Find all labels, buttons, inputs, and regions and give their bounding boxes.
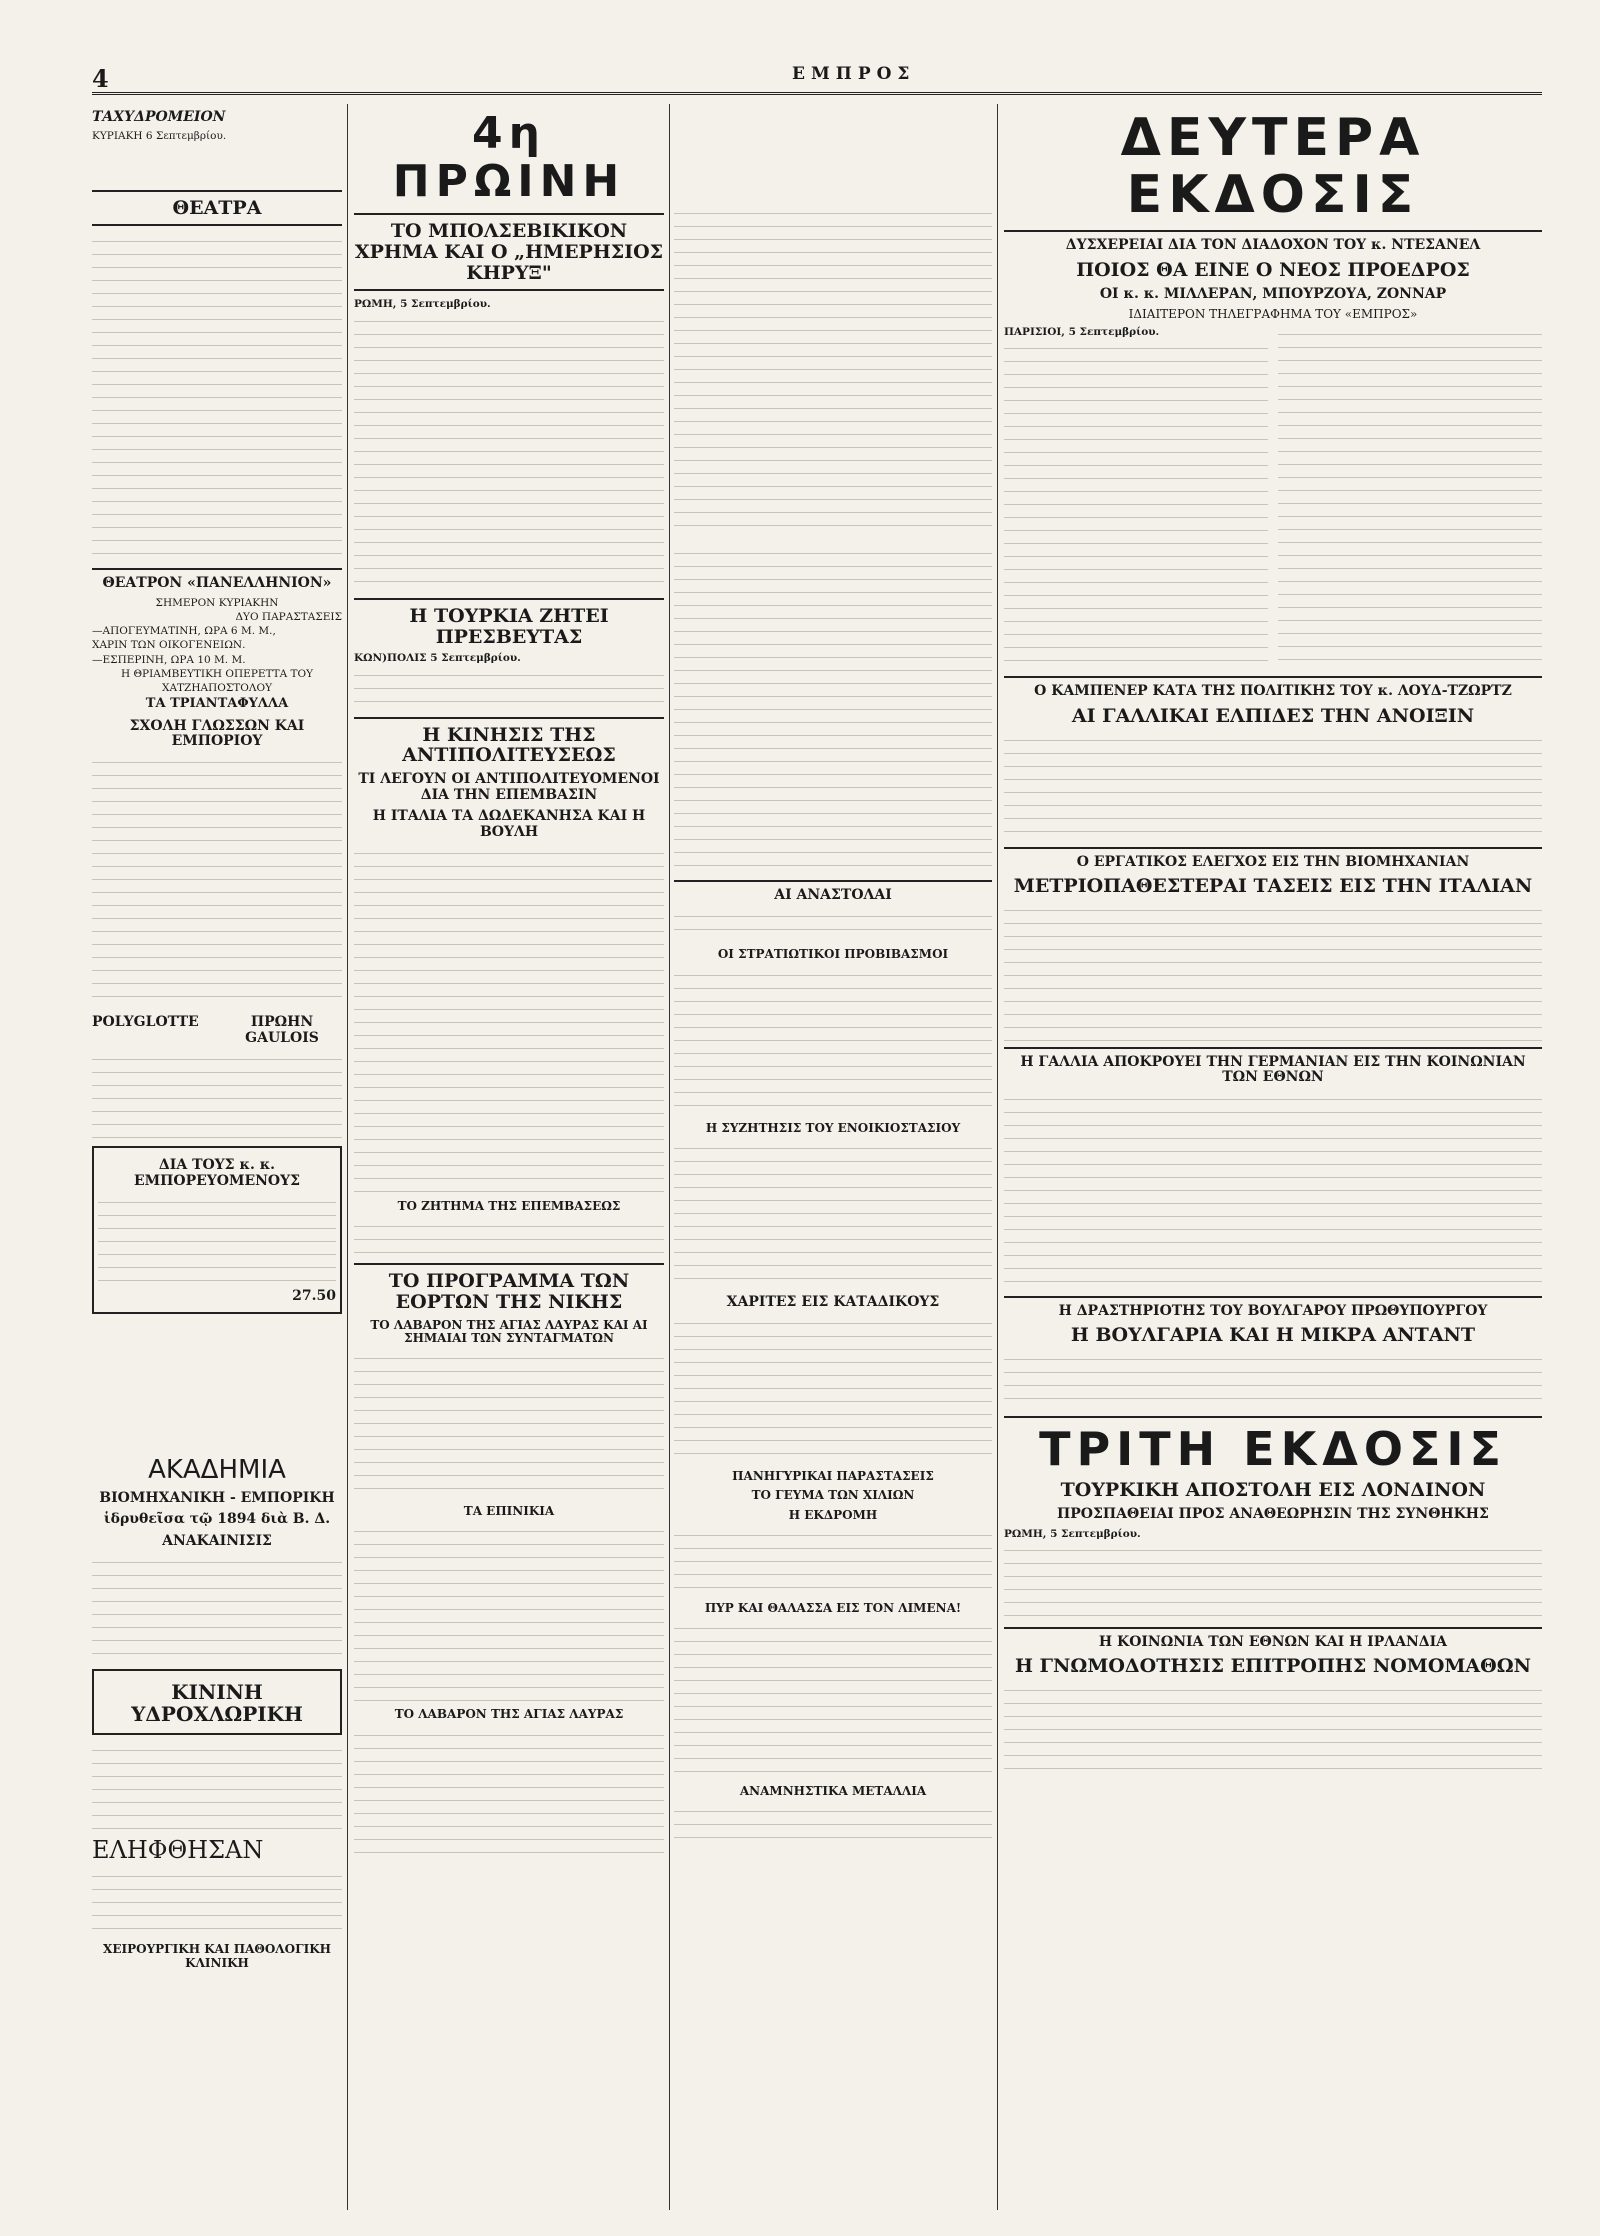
turkey-dateline: ΚΩΝ)ΠΟΛΙΣ 5 Σεπτεμβρίου. (354, 652, 521, 665)
article-text (1004, 339, 1268, 669)
divider (354, 717, 664, 719)
turk-text (1004, 1541, 1542, 1621)
divider (674, 880, 992, 882)
league-headline: Η ΚΟΙΝΩΝΙΑ ΤΩΝ ΕΘΝΩΝ ΚΑΙ Η ΙΡΛΑΝΔΙΑ (1098, 1633, 1448, 1650)
emporeuomenous-text (98, 1193, 336, 1283)
labaron-heading: ΤΟ ΛΑΒΑΡΟΝ ΤΗΣ ΑΓΙΑΣ ΛΑΥΡΑΣ (394, 1707, 624, 1722)
divider (354, 213, 664, 215)
epinikia-heading: ΤΑ ΕΠΙΝΙΚΙΑ (463, 1504, 555, 1519)
special-telegram: ΙΔΙΑΙΤΕΡΟΝ ΤΗΛΕΓΡΑΦΗΜΑ ΤΟΥ «ΕΜΠΡΟΣ» (1128, 307, 1418, 322)
kinini-heading: ΚΙΝΙΝΗ ΥΔΡΟΧΛΩΡΙΚΗ (131, 1680, 303, 1727)
enoikiostasio-heading: Η ΣΥΖΗΤΗΣΙΣ ΤΟΥ ΕΝΟΙΚΙΟΣΤΑΣΙΟΥ (705, 1120, 961, 1135)
head-3: ΟΙ κ. κ. ΜΙΛΛΕΡΑΝ, ΜΠΟΥΡΖΟΥΑ, ΖΟΝΝΑΡ (1099, 285, 1447, 302)
column-2 (354, 104, 664, 2210)
bulg-text (1004, 1350, 1542, 1410)
column-4 (1004, 104, 1542, 2210)
school-heading: ΣΧΟΛΗ ΓΛΩΣΣΩΝ ΚΑΙ ΕΜΠΟΡΙΟΥ (129, 717, 305, 749)
polyglotte-label: POLYGLOTTE (92, 1014, 199, 1031)
pyr-text (674, 1619, 992, 1779)
enoikiostasio-text (674, 1139, 992, 1289)
page-number: 4 (92, 64, 109, 93)
metallia-heading: ΑΝΑΜΝΗΣΤΙΚΑ ΜΕΤΑΛΛΙΑ (739, 1783, 927, 1798)
ekdromi-heading: Η ΕΚΔΡΟΜΗ (788, 1507, 878, 1522)
panellinion-heading: ΘΕΑΤΡΟΝ «ΠΑΝΕΛΛΗΝΙΟΝ» (102, 575, 332, 592)
akadimia-text (92, 1553, 342, 1663)
kinini-text (92, 1741, 342, 1831)
panigyrikai-heading: ΠΑΝΗΓΥΡΙΚΑΙ ΠΑΡΑΣΤΑΣΕΙΣ (732, 1469, 934, 1484)
antipol-text (354, 844, 664, 1194)
france-headline: Η ΓΑΛΛΙΑ ΑΠΟΚΡΟΥΕΙ ΤΗΝ ΓΕΡΜΑΝΙΑΝ ΕΙΣ ΤΗΝ ΚΟΙΝΩΝΙΑΝ ΤΩΝ ΕΘΝΩΝ (1020, 1053, 1526, 1086)
emporeuomenous-price: 27.50 (292, 1287, 336, 1304)
column-rule (669, 104, 670, 2210)
divider (1004, 1416, 1542, 1418)
geuma-heading: ΤΟ ΓΕΥΜΑ ΤΩΝ ΧΙΛΙΩΝ (751, 1488, 915, 1503)
tachydromeio-heading: ΤΑΧΥΔΡΟΜΕΙΟΝ (92, 109, 226, 125)
panellinion-line: ΣΗΜΕΡΟΝ ΚΥΡΙΑΚΗΝ (155, 596, 279, 609)
league-subheadline: Η ΓΝΩΜΟΔΟΤΗΣΙΣ ΕΠΙΤΡΟΠΗΣ ΝΟΜΟΜΑΘΩΝ (1014, 1655, 1531, 1678)
column-rule (997, 104, 998, 2210)
panellinion-line: ΧΑΤΖΗΑΠΟΣΤΟΛΟΥ (161, 681, 273, 694)
labaron-text (354, 1726, 664, 1856)
cheir-heading: ΧΕΙΡΟΥΡΓΙΚΗ ΚΑΙ ΠΑΘΟΛΟΓΙΚΗ ΚΛΙΝΙΚΗ (103, 1942, 331, 1970)
charites-text (674, 1314, 992, 1464)
elefth-heading: ΕΛΗΦΘΗΣΑΝ (92, 1836, 264, 1865)
text-block (92, 144, 342, 184)
tachydromeio-date: ΚΥΡΙΑΚΗ 6 Σεπτεμβρίου. (92, 130, 227, 143)
programma-subheadline: ΤΟ ΛΑΒΑΡΟΝ ΤΗΣ ΑΓΙΑΣ ΛΑΥΡΑΣ ΚΑΙ ΑΙ ΣΗΜΑΙΑΙ ΤΩΝ ΣΥΝΤΑΓΜΑΤΩΝ (370, 1317, 648, 1346)
anastoli-heading: ΑΙ ΑΝΑΣΤΟΛΑΙ (774, 887, 892, 903)
panellinion-line: Η ΘΡΙΑΜΒΕΥΤΙΚΗ ΟΠΕΡΕΤΤΑ ΤΟΥ (120, 667, 314, 680)
polyglotte-text (92, 1050, 342, 1140)
column-rule (347, 104, 348, 2210)
divider (1004, 676, 1542, 678)
school-text (92, 753, 342, 1003)
divider (1004, 847, 1542, 849)
theatra-heading: ΘΕΑΤΡΑ (172, 196, 262, 219)
metallia-text (674, 1802, 992, 1842)
programma-text (354, 1349, 664, 1499)
article-text (1278, 325, 1542, 670)
article-text (354, 312, 664, 592)
dateline: ΠΑΡΙΣΙΟΙ, 5 Σεπτεμβρίου. (1004, 326, 1160, 339)
main-headline: ΤΟ ΜΠΟΛΣΕΒΙΚΙΚΟΝ ΧΡΗΜΑ ΚΑΙ Ο „ΗΜΕΡΗΣΙΟΣ ΚΗΡΥΞ" (354, 219, 664, 284)
divider (1004, 1047, 1542, 1049)
stratiotikoi-heading: ΟΙ ΣΤΡΑΤΙΩΤΙΚΟΙ ΠΡΟΒΙΒΑΣΜΟΙ (717, 947, 949, 962)
divider (354, 289, 664, 291)
elefth-text (92, 1867, 342, 1937)
antipol-headline: Η ΚΙΝΗΣΙΣ ΤΗΣ ΑΝΤΙΠΟΛΙΤΕΥΣΕΩΣ (402, 723, 616, 767)
akadimia-subheading: ΒΙΟΜΗΧΑΝΙΚΗ - ΕΜΠΟΡΙΚΗ (99, 1489, 335, 1506)
head-1: ΔΥΣΧΕΡΕΙΑΙ ΔΙΑ ΤΟΝ ΔΙΑΔΟΧΟΝ ΤΟΥ κ. ΝΤΕΣΑΝΕΛ (1065, 237, 1481, 254)
bulg-headline: Η ΔΡΑΣΤΗΡΙΟΤΗΣ ΤΟΥ ΒΟΥΛΓΑΡΟΥ ΠΡΩΘΥΠΟΥΡΓΟΥ (1058, 1302, 1488, 1319)
divider (92, 568, 342, 570)
league-text (1004, 1681, 1542, 1771)
divider (92, 224, 342, 226)
dateline: ΡΩΜΗ, 5 Σεπτεμβρίου. (354, 298, 491, 311)
lloyd-text (1004, 731, 1542, 841)
edition-title: 4η ΠΡΩΙΝΗ (392, 108, 626, 208)
panellinion-line: ΤΑ ΤΡΙΑΝΤΑΦΥΛΛΑ (145, 696, 289, 712)
stratiotikoi-text (674, 966, 992, 1116)
charites-heading: ΧΑΡΙΤΕΣ ΕΙΣ ΚΑΤΑΔΙΚΟΥΣ (726, 1293, 940, 1310)
ekdromi-text (674, 1526, 992, 1596)
turk-headline: ΤΟΥΡΚΙΚΗ ΑΠΟΣΤΟΛΗ ΕΙΣ ΛΟΝΔΙΝΟΝ (1060, 1479, 1486, 1502)
pyr-heading: ΠΥΡ ΚΑΙ ΘΑΛΑΣΣΑ ΕΙΣ ΤΟΝ ΛΙΜΕΝΑ! (704, 1600, 962, 1615)
head-2: ΠΟΙΟΣ ΘΑ ΕΙΝΕ Ο ΝΕΟΣ ΠΡΟΕΔΡΟΣ (1076, 258, 1470, 281)
turk-subheadline: ΠΡΟΣΠΑΘΕΙΑΙ ΠΡΟΣ ΑΝΑΘΕΩΡΗΣΙΝ ΤΗΣ ΣΥΝΘΗΚΗΣ (1057, 1506, 1489, 1523)
second-edition-title: ΔΕΥΤΕΡΑ ΕΚΔΟΣΙΣ (1120, 108, 1426, 226)
turkey-text (354, 666, 664, 711)
masthead: ΕΜΠΡΟΣ (792, 64, 916, 84)
panellinion-line: —ΕΣΠΕΡΙΝΗ, ΩΡΑ 10 Μ. Μ. (92, 653, 246, 666)
continued-text (674, 544, 992, 874)
theatra-listings (92, 232, 342, 562)
zitima-heading: ΤΟ ΖΗΤΗΜΑ ΤΗΣ ΕΠΕΜΒΑΣΕΩΣ (397, 1198, 621, 1213)
lloyd-subheadline: ΑΙ ΓΑΛΛΙΚΑΙ ΕΛΠΙΔΕΣ ΤΗΝ ΑΝΟΙΞΙΝ (1071, 704, 1475, 727)
rome-dateline: ΡΩΜΗ, 5 Σεπτεμβρίου. (1004, 1527, 1141, 1540)
panellinion-line: —ΑΠΟΓΕΥΜΑΤΙΝΗ, ΩΡΑ 6 Μ. Μ., (92, 625, 276, 638)
worker-headline: Ο ΕΡΓΑΤΙΚΟΣ ΕΛΕΓΧΟΣ ΕΙΣ ΤΗΝ ΒΙΟΜΗΧΑΝΙΑΝ (1076, 853, 1470, 870)
worker-subheadline: ΜΕΤΡΙΟΠΑΘΕΣΤΕΡΑΙ ΤΑΣΕΙΣ ΕΙΣ ΤΗΝ ΙΤΑΛΙΑΝ (1013, 874, 1533, 897)
france-text (1004, 1090, 1542, 1290)
divider (354, 1263, 664, 1265)
continued-text (674, 204, 992, 534)
column-1 (92, 104, 342, 2210)
third-edition-title: ΤΡΙΤΗ ΕΚΔΟΣΙΣ (1039, 1421, 1507, 1476)
antipol-subheadline: ΤΙ ΛΕΓΟΥΝ ΟΙ ΑΝΤΙΠΟΛΙΤΕΥΟΜΕΝΟΙ ΔΙΑ ΤΗΝ ΕΠΕΜΒΑΣΙΝ (358, 771, 660, 803)
lloyd-headline: Ο ΚΑΜΠΕΝΕΡ ΚΑΤΑ ΤΗΣ ΠΟΛΙΤΙΚΗΣ ΤΟΥ κ. ΛΟΥΔ-ΤΖΩΡΤΖ (1034, 683, 1512, 700)
newspaper-page (92, 64, 1542, 2210)
bulg-subheadline: Η ΒΟΥΛΓΑΡΙΑ ΚΑΙ Η ΜΙΚΡΑ ΑΝΤΑΝΤ (1070, 1323, 1476, 1346)
panellinion-line: ΧΑΡΙΝ ΤΩΝ ΟΙΚΟΓΕΝΕΙΩΝ. (92, 639, 246, 652)
turkey-headline: Η ΤΟΥΡΚΙΑ ΖΗΤΕΙ ΠΡΕΣΒΕΥΤΑΣ (409, 604, 609, 648)
divider (1004, 1627, 1542, 1629)
divider (1004, 1296, 1542, 1298)
antipol-subheadline-2: Η ΙΤΑΛΙΑ ΤΑ ΔΩΔΕΚΑΝΗΣΑ ΚΑΙ Η ΒΟΥΛΗ (372, 808, 646, 840)
akadimia-year: ἱδρυθεῖσα τῷ 1894 διὰ Β. Δ. (103, 1511, 331, 1528)
anastoli-text (674, 907, 992, 942)
gaulois-label: ΠΡΩΗΝ GAULOIS (245, 1014, 319, 1046)
column-3 (674, 104, 992, 2210)
akadimia-notice: ΑΝΑΚΑΙΝΙΣΙΣ (162, 1532, 272, 1549)
emporeuomenous-heading: ΔΙΑ ΤΟΥΣ κ. κ. ΕΜΠΟΡΕΥΟΜΕΝΟΥΣ (133, 1157, 301, 1189)
programma-headline: ΤΟ ΠΡΟΓΡΑΜΜΑ ΤΩΝ ΕΟΡΤΩΝ ΤΗΣ ΝΙΚΗΣ (388, 1270, 630, 1313)
panellinion-line: ΔΥΟ ΠΑΡΑΣΤΑΣΕΙΣ (235, 611, 342, 624)
akadimia-heading: ΑΚΑΔΗΜΙΑ (148, 1455, 286, 1486)
divider (1004, 230, 1542, 232)
epinikia-text (354, 1522, 664, 1702)
divider (354, 598, 664, 600)
divider (92, 190, 342, 192)
worker-text (1004, 901, 1542, 1041)
zitima-text (354, 1217, 664, 1257)
